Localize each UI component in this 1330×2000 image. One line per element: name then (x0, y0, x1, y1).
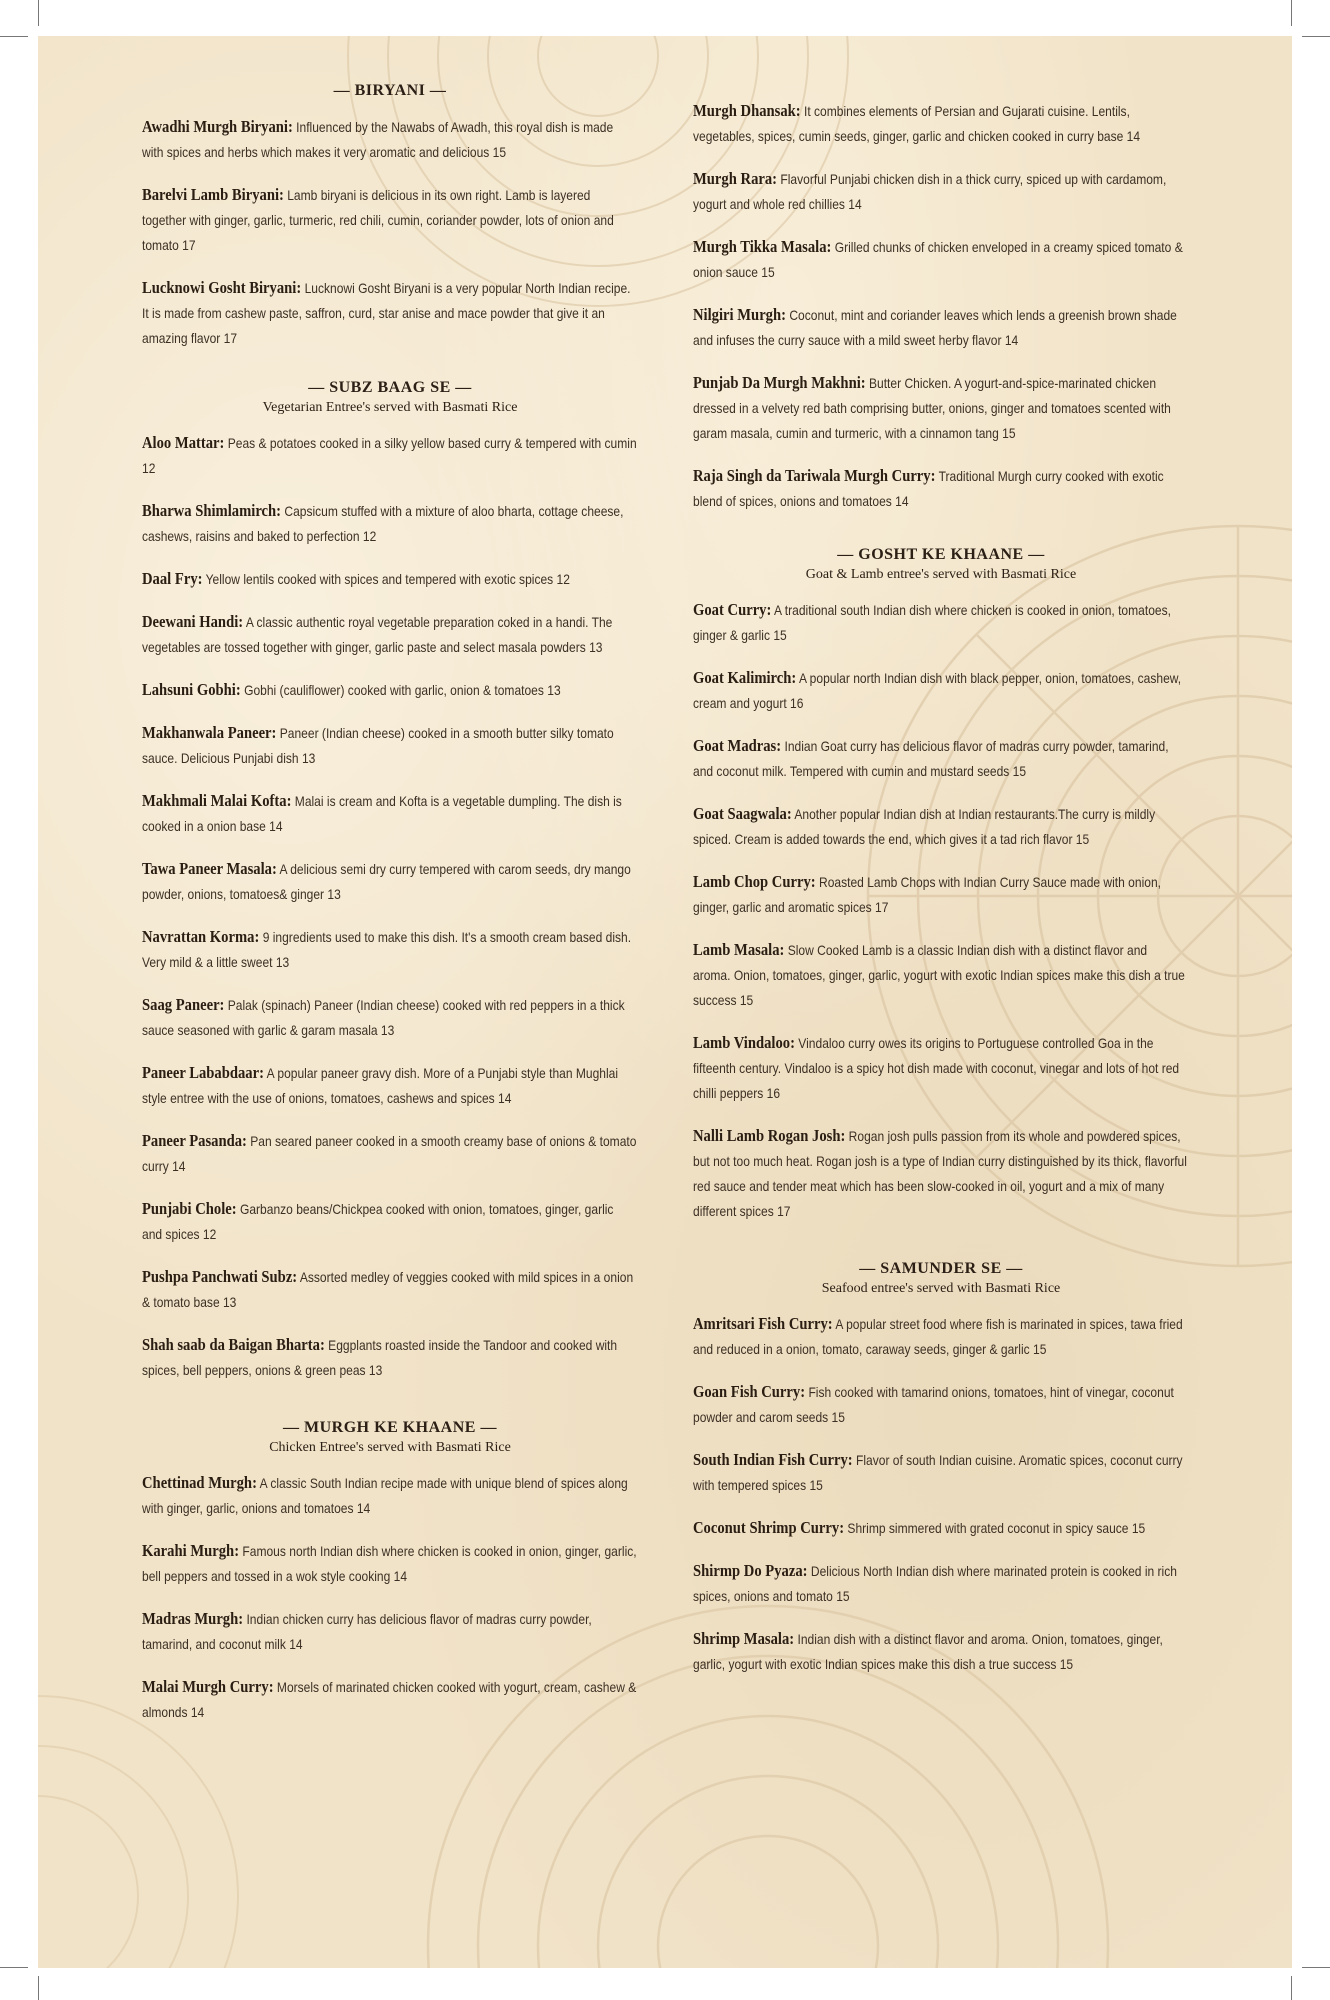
section-subtitle: Vegetarian Entree's served with Basmati Rice (262, 400, 518, 415)
dish-description: Lucknowi Gosht Biryani is a very popular North Indian recipe. It is made from cashew paste, saffron, curd, star anise and mace powder that give it an amazing flavor (142, 280, 631, 346)
dish-description: A popular north Indian dish with black pepper, onion, tomatoes, cashew, cream and yogurt (693, 670, 1182, 711)
dish-name: Saag Paneer: (142, 995, 225, 1014)
dish-name: Raja Singh da Tariwala Murgh Curry: (693, 466, 936, 485)
dish-name: Paneer Lababdaar: (142, 1063, 264, 1082)
dish-price: 13 (275, 954, 290, 970)
dish-price: 15 (1012, 763, 1027, 779)
dish-description: It combines elements of Persian and Gujarati cuisine. Lentils, vegetables, spices, cumin seeds, ginger, garlic and chicken cooked in curry base (693, 103, 1130, 144)
dish-name: Shirmp Do Pyaza: (693, 1561, 808, 1580)
dish-name: Punjabi Chole: (142, 1199, 237, 1218)
dish-description: 9 ingredients used to make this dish. It's a smooth cream based dish. Very mild & a little sweet (142, 929, 632, 970)
dish-price: 15 (1075, 831, 1090, 847)
dish-name: Malai Murgh Curry: (142, 1677, 274, 1696)
menu-column-right (693, 98, 1189, 1677)
dish-price: 15 (761, 264, 775, 280)
dish-description: Eggplants roasted inside the Tandoor and cooked with spices, bell peppers, onions & green peas (142, 1337, 618, 1378)
dish-description: Lamb biryani is delicious in its own right. Lamb is layered together with ginger, garlic, turmeric, red chili, cumin, coriander powder, lots of onion and tomato (142, 187, 614, 253)
dish-description: Shrimp simmered with grated coconut in spicy sauce (847, 1520, 1129, 1536)
dish-name: Goan Fish Curry: (693, 1382, 806, 1401)
section-title: — MURGH KE KHAANE — (283, 1419, 497, 1436)
crop-mark (1302, 1967, 1330, 1968)
dish-price: 15 (1032, 1341, 1047, 1357)
section-title: — SAMUNDER SE — (859, 1260, 1023, 1277)
dish-description: Vindaloo curry owes its origins to Portuguese controlled Goa in the fifteenth century. Vindaloo is a spicy hot dish made with coconut, vinegar and lots of hot red chilli peppers (693, 1035, 1180, 1101)
dish-name: Madras Murgh: (142, 1609, 244, 1628)
dish-description: Famous north Indian dish where chicken is cooked in onion, ginger, garlic, bell peppers and tossed in a wok style cooking (142, 1543, 637, 1584)
dish-price: 17 (223, 330, 238, 346)
dish-name: Lamb Chop Curry: (693, 872, 816, 891)
menu-item (693, 1379, 1188, 1430)
dish-price: 12 (202, 1226, 217, 1242)
dish-name: Chettinad Murgh: (142, 1473, 257, 1492)
dish-description: Grilled chunks of chicken enveloped in a creamy spiced tomato & onion sauce (693, 239, 1183, 280)
dish-name: Punjab Da Murgh Makhni: (693, 373, 866, 392)
dish-price: 15 (809, 1477, 823, 1493)
dish-description: Influenced by the Nawabs of Awadh, this royal dish is made with spices and herbs which makes it very aromatic and delicious (142, 119, 614, 160)
crop-mark (1302, 36, 1330, 37)
dish-description: A popular street food where fish is marinated in spices, tawa fried and reduced in a onion, tomato, caraway seeds, ginger & garlic (693, 1316, 1183, 1357)
dish-description: Roasted Lamb Chops with Indian Curry Sauce made with onion, ginger, garlic and aromatic spices (693, 874, 1162, 915)
dish-name: Goat Madras: (693, 736, 782, 755)
menu-item (693, 1123, 1188, 1224)
dish-name: Nalli Lamb Rogan Josh: (693, 1126, 846, 1145)
dish-price: 14 (289, 1636, 303, 1652)
menu-item (142, 856, 637, 907)
dish-price: 13 (368, 1362, 383, 1378)
dish-name: Shrimp Masala: (693, 1629, 795, 1648)
dish-price: 17 (182, 237, 196, 253)
dish-price: 14 (848, 196, 862, 212)
menu-item (142, 1538, 637, 1589)
section-subtitle: Chicken Entree's served with Basmati Rice (269, 1440, 511, 1455)
dish-price: 14 (393, 1568, 408, 1584)
menu-item (142, 924, 637, 975)
dish-price: 15 (739, 992, 754, 1008)
dish-price: 16 (766, 1085, 781, 1101)
dish-name: Tawa Paneer Masala: (142, 859, 277, 878)
menu-section (693, 546, 1189, 1224)
dish-name: Navrattan Korma: (142, 927, 260, 946)
dish-description: Garbanzo beans/Chickpea cooked with onion, tomatoes, ginger, garlic and spices (142, 1201, 614, 1242)
dish-name: Bharwa Shimlamirch: (142, 501, 282, 520)
crop-mark (38, 1976, 39, 2000)
crop-mark (0, 36, 28, 37)
menu-section (693, 98, 1189, 514)
menu-column-left (142, 82, 638, 1725)
dish-description: Peas & potatoes cooked in a silky yellow based curry & tempered with cumin (227, 435, 637, 451)
dish-name: Karahi Murgh: (142, 1541, 240, 1560)
menu-item (142, 430, 637, 481)
dish-description: Coconut, mint and coriander leaves which lends a greenish brown shade and infuses the curry sauce with a mild sweet herby flavor (693, 307, 1177, 348)
menu-item (142, 788, 637, 839)
dish-price: 13 (301, 750, 316, 766)
dish-name: Daal Fry: (142, 569, 203, 588)
menu-item (693, 937, 1188, 1013)
dish-name: Goat Curry: (693, 600, 772, 619)
dish-description: Flavor of south Indian cuisine. Aromatic spices, coconut curry with tempered spices (693, 1452, 1183, 1493)
menu-item (693, 597, 1188, 648)
dish-name: Aloo Mattar: (142, 433, 225, 452)
dish-name: South Indian Fish Curry: (693, 1450, 853, 1469)
dish-description: Butter Chicken. A yogurt-and-spice-marinated chicken dressed in a velvety red bath comprising butter, onions, ginger and tomatoes scented with garam masala, cumin and turmeric, with a cinnamon tang (693, 375, 1171, 441)
menu-item (142, 498, 637, 549)
dish-description: A popular paneer gravy dish. More of a Punjabi style than Mughlai style entree with the use of onions, tomatoes, cashews and spices (142, 1065, 619, 1106)
dish-name: Lamb Masala: (693, 940, 785, 959)
dish-description: Assorted medley of veggies cooked with mild spices in a onion & tomato base (142, 1269, 634, 1310)
dish-description: A delicious semi dry curry tempered with carom seeds, dry mango powder, onions, tomatoes& ginger (142, 861, 631, 902)
menu-item (142, 566, 637, 592)
dish-description: Yellow lentils cooked with spices and tempered with exotic spices (205, 571, 554, 587)
menu-item (142, 1332, 637, 1383)
dish-description: Flavorful Punjabi chicken dish in a thick curry, spiced up with cardamom, yogurt and whole red chillies (693, 171, 1167, 212)
dish-name: Goat Saagwala: (693, 804, 792, 823)
dish-name: Amritsari Fish Curry: (693, 1314, 833, 1333)
dish-price: 14 (1126, 128, 1141, 144)
dish-description: Indian chicken curry has delicious flavor of madras curry powder, tamarind, and coconut milk (142, 1611, 592, 1652)
dish-name: Murgh Tikka Masala: (693, 237, 832, 256)
dish-name: Murgh Rara: (693, 169, 778, 188)
dish-price: 15 (831, 1409, 845, 1425)
dish-name: Nilgiri Murgh: (693, 305, 787, 324)
dish-description: Indian dish with a distinct flavor and aroma. Onion, tomatoes, ginger, garlic, yogurt with exotic Indian spices make this dish a true success (693, 1631, 1163, 1672)
menu-item (142, 182, 637, 258)
dish-description: Malai is cream and Kofta is a vegetable dumpling. The dish is cooked in a onion base (142, 793, 622, 834)
dish-description: Pan seared paneer cooked in a smooth creamy base of onions & tomato curry (142, 1133, 637, 1174)
menu-item (693, 665, 1188, 716)
dish-price: 15 (773, 627, 787, 643)
dish-name: Murgh Dhansak: (693, 101, 801, 120)
section-title: — SUBZ BAAG SE — (308, 379, 472, 396)
dish-price: 14 (172, 1158, 186, 1174)
dish-price: 17 (777, 1203, 791, 1219)
dish-description: Paneer (Indian cheese) cooked in a smooth butter silky tomato sauce. Delicious Punjabi dish (142, 725, 614, 766)
crop-mark (1291, 1976, 1292, 2000)
menu-item (693, 1030, 1188, 1106)
menu-item (142, 1674, 637, 1725)
menu-item (142, 992, 637, 1043)
menu-item (142, 1264, 637, 1315)
dish-description: A classic authentic royal vegetable preparation coked in a handi. The vegetables are tossed together with ginger, garlic paste and select masala powders (142, 614, 613, 655)
menu-item (693, 302, 1188, 353)
dish-price: 14 (356, 1500, 371, 1516)
crop-mark (0, 1967, 28, 1968)
section-subtitle: Seafood entree's served with Basmati Rice (821, 1281, 1061, 1296)
dish-price: 12 (142, 460, 156, 476)
menu-section (142, 379, 638, 1383)
dish-price: 14 (1004, 332, 1019, 348)
dish-name: Makhmali Malai Kofta: (142, 791, 292, 810)
menu-item (693, 733, 1188, 784)
menu-item (693, 463, 1188, 514)
dish-name: Makhanwala Paneer: (142, 723, 277, 742)
dish-description: Rogan josh pulls passion from its whole and powdered spices, but not too much heat. Rogan josh is a type of Indian curry distinguished by its thick, flavorful red sauce and tender meat which has been slow-cooked in oil, yogurt and a mix of many different spices (693, 1128, 1187, 1219)
menu-item (693, 234, 1188, 285)
section-title: — GOSHT KE KHAANE — (837, 546, 1045, 563)
dish-description: Slow Cooked Lamb is a classic Indian dish with a distinct flavor and aroma. Onion, tomatoes, ginger, garlic, yogurt with exotic Indian spices make this dish a true success (693, 942, 1185, 1008)
dish-description: Delicious North Indian dish where marinated protein is cooked in rich spices, onions and tomato (693, 1563, 1177, 1604)
dish-price: 15 (1131, 1520, 1146, 1536)
menu-item (142, 1470, 637, 1521)
dish-name: Lahsuni Gobhi: (142, 680, 241, 699)
dish-name: Deewani Handi: (142, 612, 244, 631)
dish-description: Gobhi (cauliflower) cooked with garlic, onion & tomatoes (244, 682, 544, 698)
dish-price: 13 (327, 886, 341, 902)
section-title: — BIRYANI — (333, 82, 447, 99)
dish-description: Fish cooked with tamarind onions, tomatoes, hint of vinegar, coconut powder and carom seeds (693, 1384, 1174, 1425)
dish-price: 16 (790, 695, 804, 711)
menu-section (142, 1419, 638, 1725)
menu-item (142, 114, 637, 165)
dish-name: Barelvi Lamb Biryani: (142, 185, 284, 204)
dish-price: 14 (895, 493, 909, 509)
menu-section (142, 82, 638, 351)
menu-item (142, 609, 637, 660)
dish-name: Goat Kalimirch: (693, 668, 797, 687)
dish-price: 12 (362, 528, 377, 544)
crop-mark (1291, 0, 1292, 26)
menu-item (142, 1060, 637, 1111)
dish-name: Lamb Vindaloo: (693, 1033, 795, 1052)
dish-price: 13 (547, 682, 561, 698)
dish-description: Indian Goat curry has delicious flavor of madras curry powder, tamarind, and coconut milk. Tempered with cumin and mustard seeds (693, 738, 1169, 779)
menu-item (142, 1128, 637, 1179)
dish-description: A classic South Indian recipe made with unique blend of spices along with ginger, garlic, onions and tomatoes (142, 1475, 628, 1516)
dish-description: Palak (spinach) Paneer (Indian cheese) cooked with red peppers in a thick sauce seasoned with garlic & garam masala (142, 997, 625, 1038)
menu-item (693, 370, 1188, 446)
menu-item (693, 98, 1188, 149)
section-subtitle: Goat & Lamb entree's served with Basmati Rice (805, 567, 1077, 582)
crop-mark (38, 0, 39, 26)
dish-name: Paneer Pasanda: (142, 1131, 247, 1150)
dish-price: 12 (556, 571, 570, 587)
dish-name: Lucknowi Gosht Biryani: (142, 278, 302, 297)
dish-description: Traditional Murgh curry cooked with exotic blend of spices, onions and tomatoes (693, 468, 1164, 509)
menu-item (142, 1606, 637, 1657)
dish-name: Awadhi Murgh Biryani: (142, 117, 293, 136)
menu-item (142, 1196, 637, 1247)
dish-description: Another popular Indian dish at Indian restaurants.The curry is mildly spiced. Cream is added towards the end, which gives it a tad rich flavor (693, 806, 1156, 847)
dish-description: Morsels of marinated chicken cooked with yogurt, cream, cashew & almonds (142, 1679, 637, 1720)
dish-name: Pushpa Panchwati Subz: (142, 1267, 298, 1286)
menu-item (142, 275, 637, 351)
dish-price: 13 (589, 639, 603, 655)
menu-item (693, 166, 1188, 217)
dish-price: 14 (269, 818, 283, 834)
menu-item (693, 869, 1188, 920)
menu-item (142, 677, 637, 703)
menu-item (693, 1447, 1188, 1498)
menu-item (142, 720, 637, 771)
dish-price: 13 (222, 1294, 237, 1310)
dish-price: 15 (492, 144, 507, 160)
dish-price: 15 (1002, 425, 1016, 441)
dish-price: 15 (836, 1588, 850, 1604)
dish-description: A traditional south Indian dish where chicken is cooked in onion, tomatoes, ginger & garlic (693, 602, 1171, 643)
dish-price: 17 (875, 899, 889, 915)
menu-item (693, 1515, 1188, 1541)
menu-section (693, 1260, 1189, 1677)
menu-item (693, 1558, 1188, 1609)
dish-name: Shah saab da Baigan Bharta: (142, 1335, 325, 1354)
dish-description: Capsicum stuffed with a mixture of aloo bharta, cottage cheese, cashews, raisins and baked to perfection (142, 503, 624, 544)
menu-item (693, 1311, 1188, 1362)
menu-item (693, 801, 1188, 852)
mandala-pattern-left (38, 1686, 248, 1968)
dish-price: 14 (190, 1704, 205, 1720)
dish-price: 13 (380, 1022, 395, 1038)
dish-name: Coconut Shrimp Curry: (693, 1518, 845, 1537)
dish-price: 15 (1059, 1656, 1074, 1672)
menu-item (693, 1626, 1188, 1677)
dish-price: 14 (498, 1090, 512, 1106)
